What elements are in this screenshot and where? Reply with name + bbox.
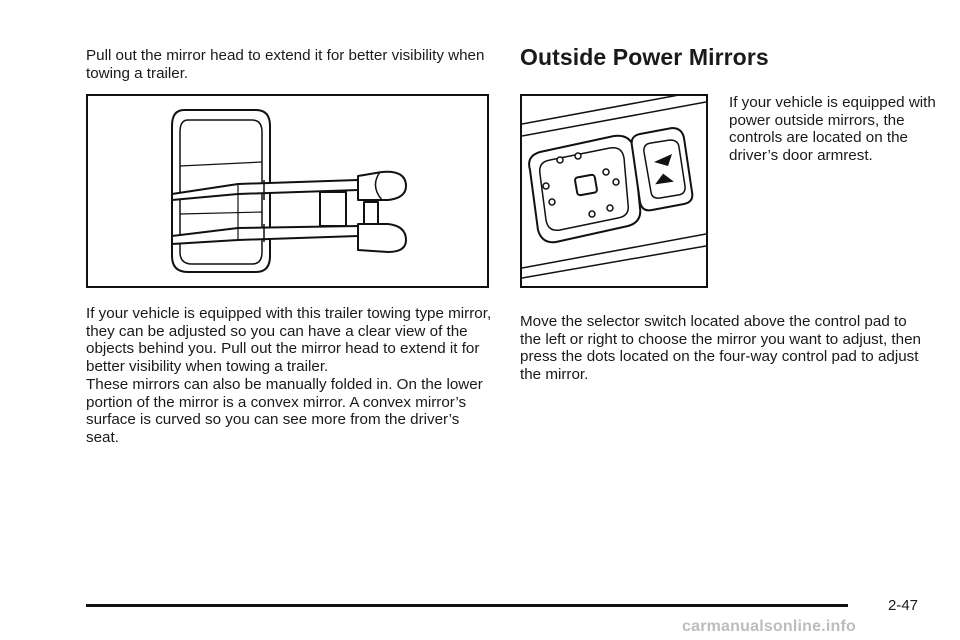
- power-mirror-switch-illustration: [520, 94, 708, 288]
- footer-rule: [86, 604, 848, 607]
- towing-mirror-paragraph: If your vehicle is equipped with this trailer towing type mirror, they can be adjusted so you can have a clear view of the objects behind you. Pull out the mirror head to extend it for better visibility when towing a trailer.: [86, 305, 492, 375]
- towing-mirror-drawing: [88, 96, 487, 286]
- folding-mirror-paragraph: These mirrors can also be manually folded in. On the lower portion of the mirror is a convex mirror. A convex mirror’s surface is curved so you can see more from the driver’s seat.: [86, 376, 483, 446]
- power-mirror-intro: If your vehicle is equipped with power outside mirrors, the controls are located on the driver’s door armrest.: [729, 94, 936, 164]
- selector-switch-paragraph: Move the selector switch located above the control pad to the left or right to choose the mirror you want to adjust, then press the dots located on the four-way control pad to adjust the mirror.: [520, 313, 921, 383]
- power-mirror-switch-drawing: [522, 96, 706, 286]
- towing-mirror-illustration: [86, 94, 489, 288]
- intro-paragraph: Pull out the mirror head to extend it for better visibility when towing a trailer.: [86, 47, 485, 82]
- watermark: carmanualsonline.info: [682, 618, 857, 635]
- section-heading: Outside Power Mirrors: [520, 44, 769, 70]
- page-number: 2-47: [888, 597, 919, 614]
